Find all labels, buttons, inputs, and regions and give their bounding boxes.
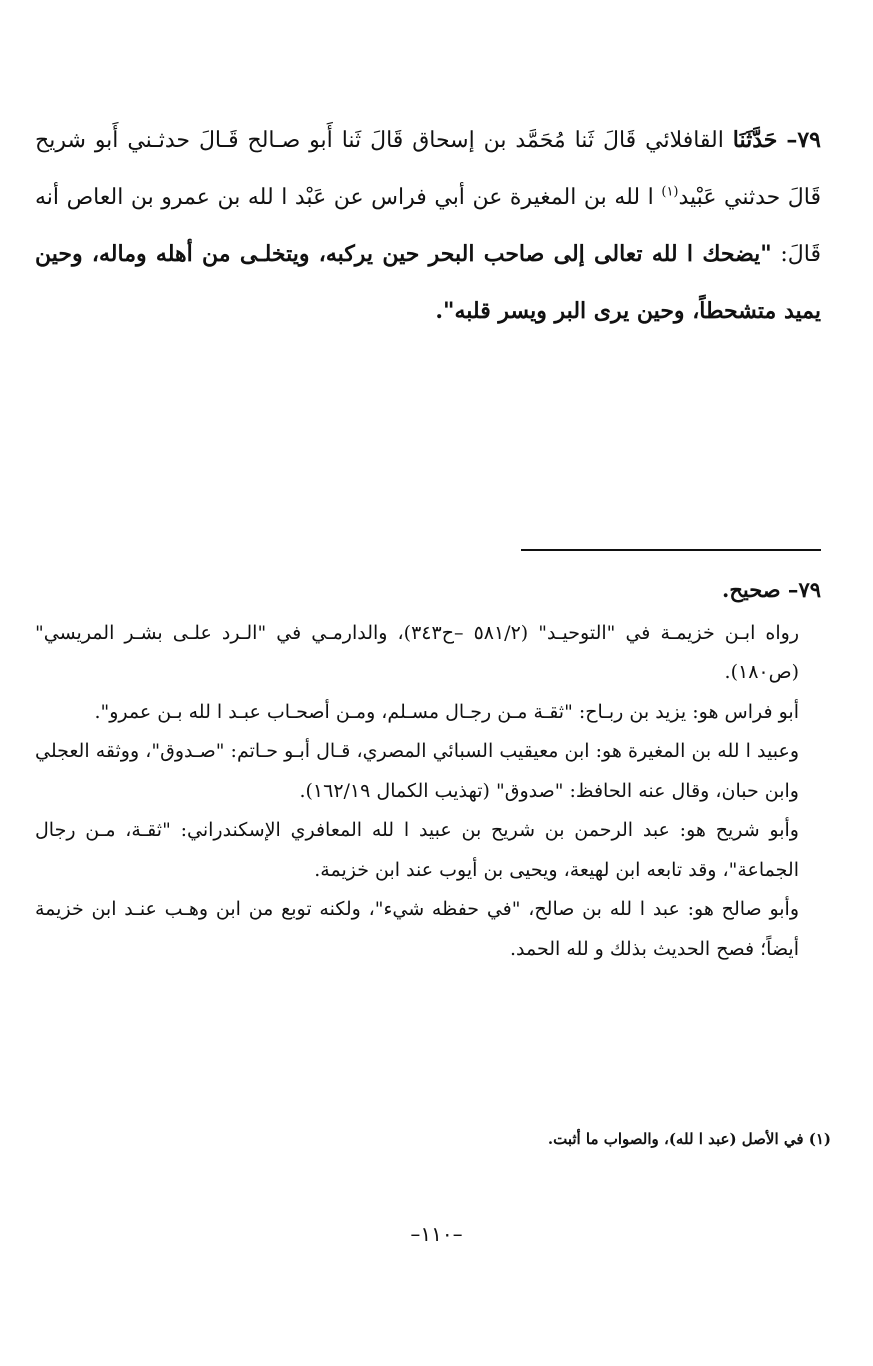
hadith-matn: "يضحك ا لله تعالى إلى صاحب البحر حين يركبه، ويتخلـى من أهله وماله، وحين يميد متشحطاً، وحين يرى البر ويسر قلبه".	[35, 241, 821, 324]
commentary-paragraph: وعبيد ا لله بن المغيرة هو: ابن معيقيب السبائي المصري، قـال أبـو حـاتم: "صـدوق"، ووثقه العجلي وابن حبان، وقال عنه الحافظ: "صدوق" (تهذيب الكمال ١٦٢/١٩).	[35, 740, 799, 802]
footnote-reference[interactable]: (١)	[661, 184, 679, 200]
page-number: –١١٠–	[410, 1222, 463, 1246]
commentary-section	[35, 570, 821, 969]
commentary-paragraph: رواه ابـن خزيمـة في "التوحيـد" (٥٨١/٢ –ح٣٤٣)، والدارمـي في "الـرد علـى بشـر المريسي" (ص١٨٠).	[35, 621, 800, 683]
commentary-paragraph: أبو فراس هو: يزيد بن ربـاح: "ثقـة مـن رجـال مسـلم، ومـن أصحـاب عبـد ا لله بـن عمرو".	[94, 700, 799, 723]
commentary-paragraph: وأبو صالح هو: عبد ا لله بن صالح، "في حفظه شيء"، ولكنه توبع من ابن وهـب عنـد ابن خزيمة أيضاً؛ فصح الحديث بذلك و لله الحمد.	[35, 898, 799, 960]
hadith-isnad-continued: ا لله بن المغيرة عن أبي فراس عن عَبْد ا لله بن عمرو بن العاص أنه قَالَ:	[35, 185, 821, 267]
commentary-paragraph: وأبو شريح هو: عبد الرحمن بن شريح بن عبيد ا لله المعافري الإسكندراني: "ثقـة، مـن رجال الجماعة"، وقد تابعه ابن لهيعة، ويحيى بن أيوب عند ابن خزيمة.	[35, 819, 799, 881]
hadith-grading: ٧٩– صحيح.	[722, 577, 821, 602]
footnote-divider	[521, 549, 821, 551]
hadith-number: ٧٩–	[786, 127, 821, 153]
hadith-text	[35, 112, 821, 340]
hadith-isnad: القافلائي قَالَ ثَنا مُحَمَّد بن إسحاق قَالَ ثَنا أَبو صـالح قَـالَ حدثـني أَبو شريح قَالَ حدثني عَبْيد	[35, 128, 822, 210]
footnote: (١) في الأصل (عبد ا لله)، والصواب ما أثبت.	[547, 1130, 831, 1148]
hadith-opening-word: حَدَّثَنَا	[732, 127, 778, 153]
